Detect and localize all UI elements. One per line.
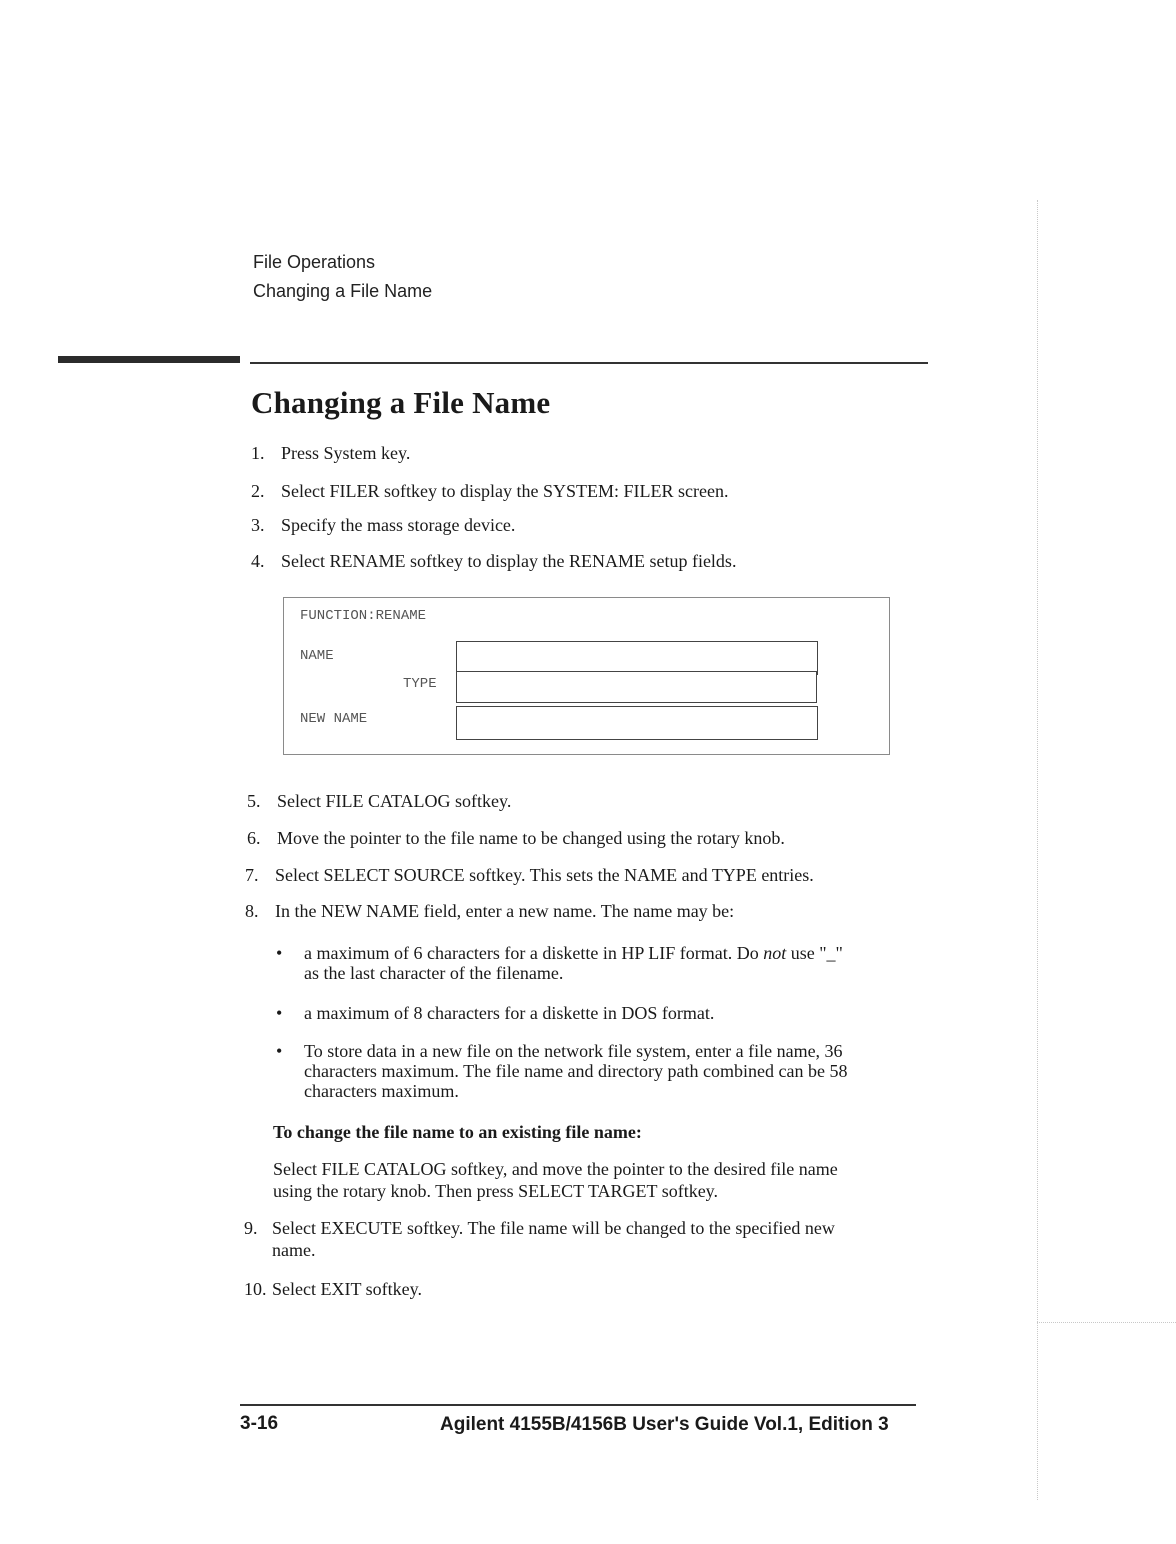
- type-field-extension: [508, 671, 817, 703]
- running-head-section: File Operations: [253, 252, 376, 272]
- step-7: [245, 863, 814, 887]
- step-text: Select EXECUTE softkey. The file name will be changed to the specified new: [272, 1218, 835, 1238]
- bullet-glyph: •: [276, 1041, 283, 1061]
- name-label: NAME: [300, 648, 334, 664]
- footer-rule: [240, 1404, 916, 1406]
- new-name-field[interactable]: [456, 706, 818, 740]
- header-rule: [250, 362, 928, 364]
- step-number: 7.: [245, 865, 259, 885]
- step-text: Press System key.: [281, 443, 411, 463]
- step-8: [245, 899, 734, 923]
- paragraph-line: using the rotary knob. Then press SELECT TARGET softkey.: [273, 1181, 719, 1201]
- paragraph-line: Select FILE CATALOG softkey, and move the pointer to the desired file name: [273, 1159, 838, 1179]
- type-field[interactable]: [456, 671, 510, 703]
- rename-setup-panel: [283, 597, 890, 755]
- scan-margin-line: [1037, 1322, 1176, 1323]
- bullet-network: [276, 1041, 924, 1101]
- step-text: Specify the mass storage device.: [281, 515, 516, 535]
- bullet-line: as the last character of the filename.: [304, 963, 564, 983]
- step-text: In the NEW NAME field, enter a new name. The name may be:: [275, 901, 735, 921]
- step-6: [247, 826, 785, 850]
- running-head: [253, 248, 432, 306]
- bullet-line: To store data in a new file on the network file system, enter a file name, 36: [304, 1041, 843, 1061]
- step-10: [244, 1278, 422, 1300]
- page-number: 3-16: [240, 1413, 279, 1434]
- step-number: 4.: [251, 551, 265, 571]
- type-label: TYPE: [403, 676, 437, 692]
- guide-title: Agilent 4155B/4156B User's Guide Vol.1, Edition 3: [440, 1414, 889, 1435]
- step-5: [247, 789, 511, 813]
- step-1: [251, 441, 410, 465]
- scan-margin-line: [1037, 200, 1038, 1500]
- bullet-emphasis: not: [763, 943, 787, 963]
- step-number: 6.: [247, 828, 261, 848]
- step-text: Select SELECT SOURCE softkey. This sets the NAME and TYPE entries.: [275, 865, 814, 885]
- running-head-subsection: Changing a File Name: [253, 281, 433, 301]
- step-number: 1.: [251, 443, 265, 463]
- step-text-continued: name.: [272, 1240, 316, 1260]
- step-text: Move the pointer to the file name to be changed using the rotary knob.: [277, 828, 785, 848]
- bullet-text: use "_": [786, 943, 843, 963]
- step-number: 9.: [244, 1218, 258, 1238]
- bullet-line: characters maximum.: [304, 1081, 459, 1101]
- step-3: [251, 513, 515, 537]
- bullet-glyph: •: [276, 1003, 283, 1023]
- bullet-lif-format: [276, 943, 916, 983]
- existing-name-subheading: To change the file name to an existing file name:: [273, 1122, 642, 1142]
- step-9: [244, 1217, 914, 1261]
- step-text: Select RENAME softkey to display the RENAME setup fields.: [281, 551, 737, 571]
- step-number: 2.: [251, 481, 265, 501]
- function-label: FUNCTION:RENAME: [300, 608, 427, 624]
- step-text: Select EXIT softkey.: [272, 1279, 422, 1299]
- bullet-text: a maximum of 6 characters for a diskette in HP LIF format. Do: [304, 943, 764, 963]
- step-4: [251, 549, 736, 573]
- bullet-line: a maximum of 8 characters for a diskette in DOS format.: [304, 1003, 715, 1023]
- step-text: Select FILER softkey to display the SYSTEM: FILER screen.: [281, 481, 729, 501]
- step-number: 5.: [247, 791, 261, 811]
- new-name-label: NEW NAME: [300, 711, 368, 727]
- bullet-line: characters maximum. The file name and directory path combined can be 58: [304, 1061, 848, 1081]
- step-number: 10.: [244, 1279, 267, 1299]
- bullet-line: [304, 943, 916, 963]
- bullet-glyph: •: [276, 943, 283, 963]
- step-number: 3.: [251, 515, 265, 535]
- name-field[interactable]: [456, 641, 818, 675]
- page-title: Changing a File Name: [251, 385, 551, 420]
- step-number: 8.: [245, 901, 259, 921]
- step-2: [251, 479, 728, 503]
- bullet-dos-format: [276, 1003, 916, 1023]
- section-marker-bar: [58, 356, 240, 363]
- step-text: Select FILE CATALOG softkey.: [277, 791, 512, 811]
- existing-name-paragraph: [273, 1158, 913, 1202]
